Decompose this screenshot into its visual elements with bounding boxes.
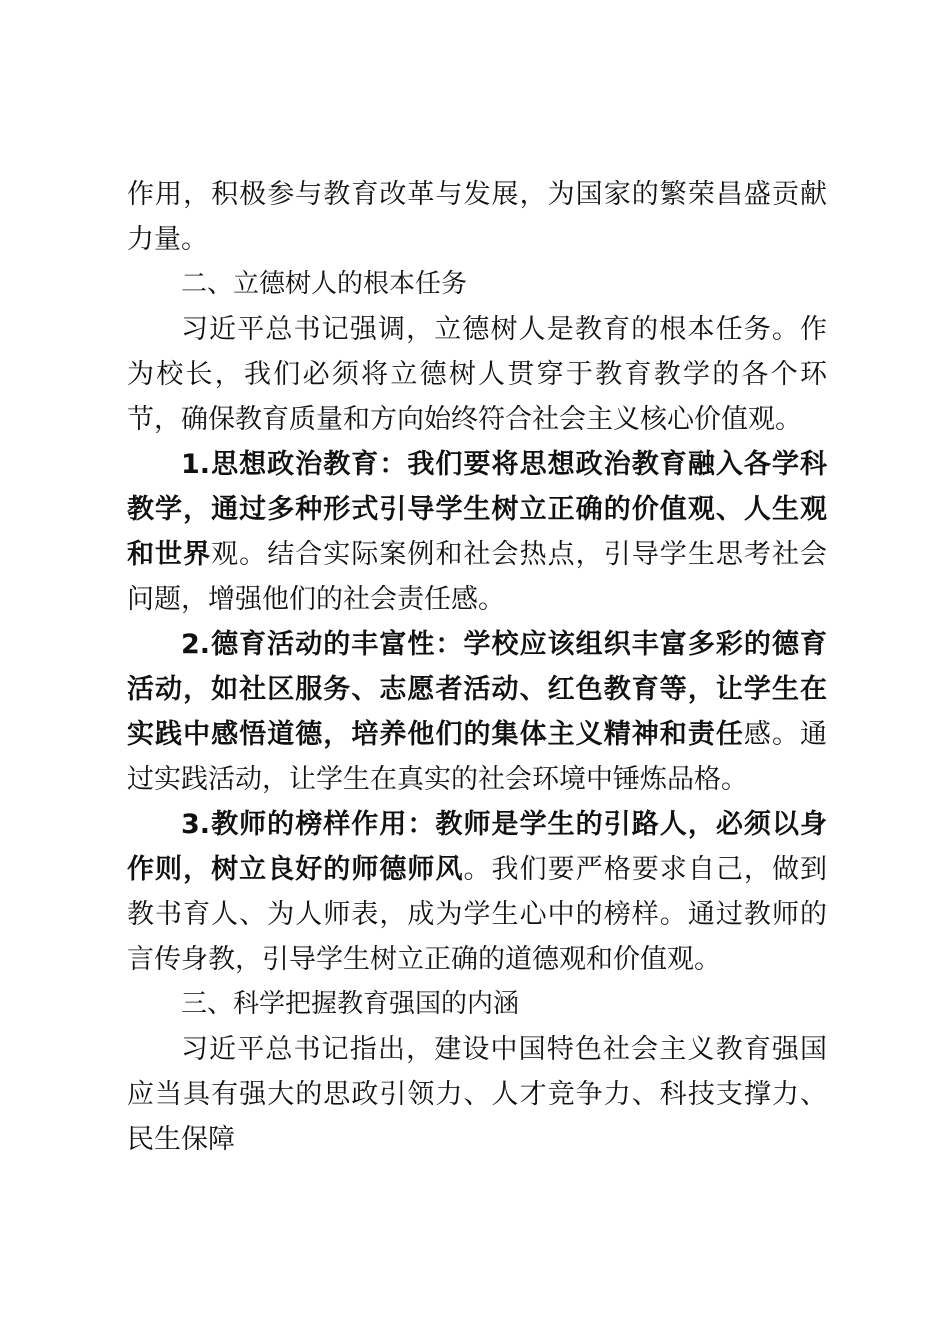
section-heading-2: 二、立德树人的根本任务 [181, 269, 468, 299]
list-item-1 [127, 442, 827, 622]
list-item-2-text: 感。通过实践活动，让学生在真实的社会环境中锤炼品格。 [127, 719, 828, 795]
list-item-2 [127, 622, 827, 802]
paragraph-body-2: 习近平总书记指出，建设中国特色社会主义教育强国应当具有强大的思政引领力、人才竞争力、科技支撑力、民生保障 [127, 1034, 827, 1155]
document-page [127, 172, 827, 1162]
section-heading-3: 三、科学把握教育强国的内涵 [181, 989, 520, 1019]
paragraph-continuation: 作用，积极参与教育改革与发展，为国家的繁荣昌盛贡献力量。 [127, 179, 827, 255]
list-item-2-bold: 2.德育活动的丰富性：学校应该组织丰富多彩的德育活动，如社区服务、志愿者活动、红色教育等，让学生在实践中感悟道德，培养他们的集体主义精神和责任 [127, 629, 827, 750]
paragraph-body-1: 习近平总书记强调，立德树人是教育的根本任务。作为校长，我们必须将立德树人贯穿于教育教学的各个环节，确保教育质量和方向始终符合社会主义核心价值观。 [127, 314, 827, 435]
list-item-3 [127, 802, 827, 982]
list-item-1-bold: 1.思想政治教育：我们要将思想政治教育融入各学科教学，通过多种形式引导学生树立正确的价值观、人生观和世界 [127, 449, 827, 570]
list-item-3-bold: 3.教师的榜样作用：教师是学生的引路人，必须以身作则，树立良好的师德师风 [127, 809, 827, 885]
list-item-3-text: 。我们要严格要求自己，做到教书育人、为人师表，成为学生心中的榜样。通过教师的言传身教，引导学生树立正确的道德观和价值观。 [127, 854, 827, 975]
list-item-1-text: 观。结合实际案例和社会热点，引导学生思考社会问题，增强他们的社会责任感。 [127, 539, 827, 615]
